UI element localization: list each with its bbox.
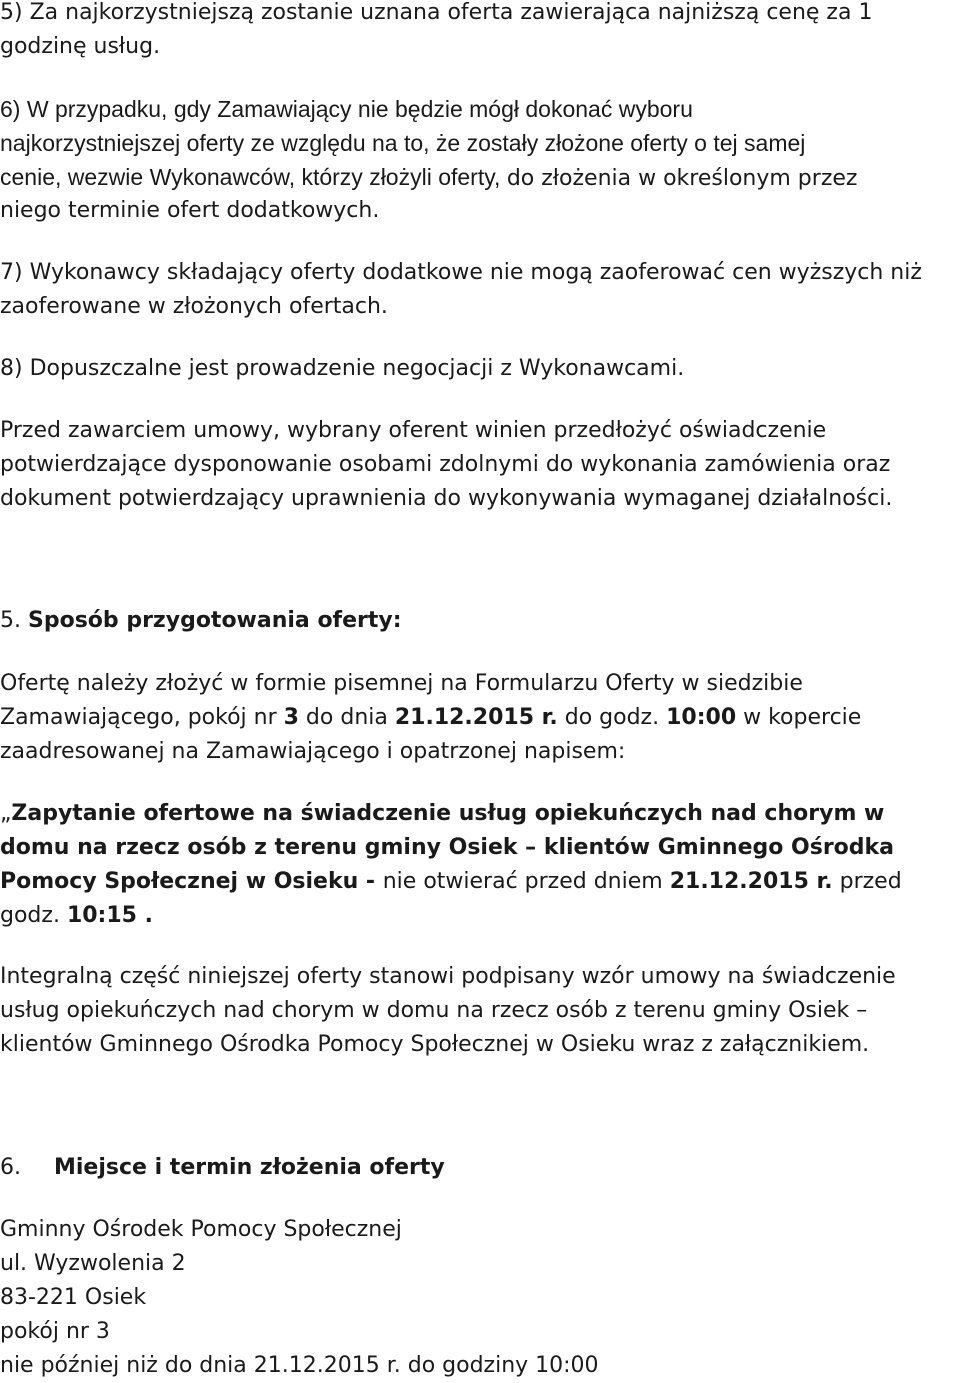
paragraph-6-line-1: 6) W przypadku, gdy Zamawiający nie będzie mógł dokonać wyboru: [0, 96, 693, 122]
envelope-line-3: [0, 865, 960, 899]
paragraph-5-line-1: 5) Za najkorzystniejszą zostanie uznana oferta zawierająca najniższą cenę za 1: [0, 0, 873, 25]
envelope-line-3-a: Pomocy Społecznej w Osieku -: [0, 869, 383, 894]
paragraph-6-line-3: [0, 160, 960, 194]
paragraph-5: [0, 0, 960, 64]
paragraph-6-line-3-a: cenie, wezwie Wykonawców, którzy złożyli oferty,: [0, 164, 507, 190]
paragraph-6: [0, 92, 960, 228]
envelope-time: 10:15: [66, 903, 137, 928]
address-line-5: nie później niż do dnia 21.12.2015 r. do godziny 10:00: [0, 1353, 599, 1378]
section-5-room: 3: [283, 705, 299, 730]
envelope-line-1: [0, 797, 960, 831]
envelope-quote: „: [0, 801, 12, 826]
paragraph-7-line-2: zaoferowane w złożonych ofertach.: [0, 294, 388, 319]
paragraph-6-line-4: niego terminie ofert dodatkowych.: [0, 198, 380, 223]
paragraph-5-line-2: godzinę usług.: [0, 34, 161, 59]
paragraph-7: [0, 256, 960, 324]
section-5-date: 21.12.2015 r.: [394, 705, 558, 730]
envelope-line-3-c: przed: [832, 869, 902, 894]
envelope-line-4-a: godz.: [0, 903, 67, 928]
envelope-inscription: [0, 797, 960, 933]
envelope-line-4-end: .: [136, 903, 153, 928]
paragraph-integral-part: [0, 960, 960, 1062]
paragraph-6-line-3-b: do złożenia w określonym przez: [506, 166, 858, 191]
envelope-line-4: [0, 899, 960, 933]
section-5-number: 5.: [0, 608, 21, 633]
envelope-line-2: [0, 831, 960, 865]
section-5-line-2-a: Zamawiającego, pokój nr: [0, 705, 284, 730]
before-contract-line-1: Przed zawarciem umowy, wybrany oferent winien przedłożyć oświadczenie: [0, 418, 827, 443]
paragraph-8-line-1: 8) Dopuszczalne jest prowadzenie negocjacji z Wykonawcami.: [0, 356, 685, 381]
envelope-date: 21.12.2015 r.: [669, 869, 833, 894]
section-6-heading: [0, 1151, 960, 1185]
paragraph-8: [0, 352, 960, 386]
paragraph-before-contract: [0, 414, 960, 516]
section-6-number: 6.: [0, 1155, 21, 1180]
paragraph-6-line-2: najkorzystniejszej oferty ze względu na to, że zostały złożone oferty o tej samej: [0, 130, 806, 156]
address-line-4: pokój nr 3: [0, 1319, 110, 1344]
section-5-time: 10:00: [666, 705, 737, 730]
section-5-heading-line: [0, 604, 960, 638]
before-contract-line-2: potwierdzające dysponowanie osobami zdolnymi do wykonania zamówienia oraz: [0, 452, 891, 477]
section-5-heading: [0, 604, 960, 638]
envelope-line-2-text: domu na rzecz osób z terenu gminy Osiek – klientów Gminnego Ośrodka: [0, 835, 895, 860]
section-5-line-2: [0, 701, 960, 735]
paragraph-7-line-1: 7) Wykonawcy składający oferty dodatkowe nie mogą zaoferować cen wyższych niż: [0, 260, 922, 285]
envelope-line-3-b: nie otwierać przed dniem: [382, 869, 670, 894]
section-5-body: [0, 667, 960, 769]
section-5-title: Sposób przygotowania oferty:: [28, 608, 402, 633]
section-5-line-3: zaadresowanej na Zamawiającego i opatrzonej napisem:: [0, 739, 626, 764]
section-6-title: Miejsce i termin złożenia oferty: [54, 1155, 445, 1180]
section-5-line-2-d: w kopercie: [736, 705, 862, 730]
address-line-1: Gminny Ośrodek Pomocy Społecznej: [0, 1217, 402, 1242]
address-line-3: 83-221 Osiek: [0, 1285, 147, 1310]
envelope-line-1-text: Zapytanie ofertowe na świadczenie usług opiekuńczych nad chorym w: [11, 801, 885, 826]
integral-line-1: Integralną część niniejszej oferty stanowi podpisany wzór umowy na świadczenie: [0, 964, 896, 989]
address-line-2: ul. Wyzwolenia 2: [0, 1251, 186, 1276]
section-5-line-1: Ofertę należy złożyć w formie pisemnej na Formularzu Oferty w siedzibie: [0, 671, 803, 696]
integral-line-2: usług opiekuńczych nad chorym w domu na rzecz osób z terenu gminy Osiek –: [0, 998, 868, 1023]
section-5-line-2-b: do dnia: [298, 705, 395, 730]
section-6-heading-line: [0, 1151, 960, 1185]
integral-line-3: klientów Gminnego Ośrodka Pomocy Społecznej w Osieku wraz z załącznikiem.: [0, 1032, 870, 1057]
section-5-line-2-c: do godz.: [557, 705, 667, 730]
before-contract-line-3: dokument potwierdzający uprawnienia do wykonywania wymaganej działalności.: [0, 486, 893, 511]
section-6-address: [0, 1213, 960, 1383]
